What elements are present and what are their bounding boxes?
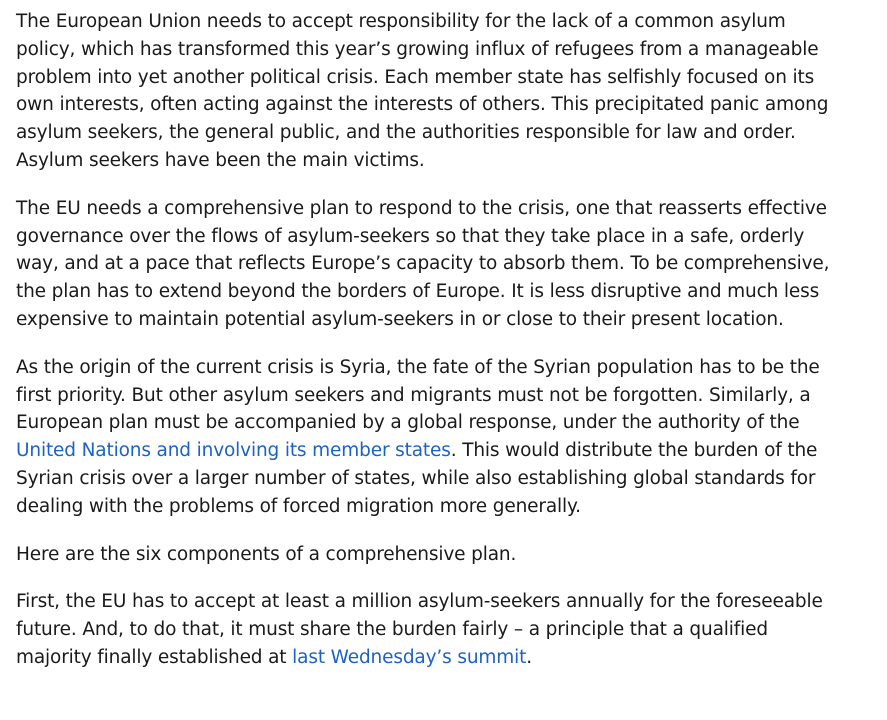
united-nations-link[interactable]: United Nations and involving its member states <box>16 440 451 462</box>
paragraph-4-text: Here are the six components of a comprehensive plan. <box>16 543 517 565</box>
paragraph-3-text-before: As the origin of the current crisis is Syria, the fate of the Syrian population has to be the first priority. But other asylum seekers and migrants must not be forgotten. Similarly, a European plan must be accompanied by a global response, under the authority of the <box>16 356 820 434</box>
paragraph-5 <box>16 588 836 671</box>
paragraph-2 <box>16 195 836 334</box>
paragraph-3-text-after: . This would distribute the burden of the Syrian crisis over a larger number of states, while also establishing global standards for dealing with the problems of forced migration more generally. <box>16 440 818 517</box>
paragraph-3 <box>16 354 836 521</box>
summit-link[interactable]: last Wednesday’s summit <box>292 646 527 668</box>
paragraph-1-text: The European Union needs to accept responsibility for the lack of a common asylum policy, which has transformed this year’s growing influx of refugees from a manageable problem into yet another political crisis. Each member state has selfishly focused on its own interests, often acting against the interests of others. This precipitated panic among asylum seekers, the general public, and the authorities responsible for law and order. Asylum seekers have been the main victims. <box>16 11 829 171</box>
paragraph-5-text-before: First, the EU has to accept at least a million asylum-seekers annually for the foreseeable future. And, to do that, it must share the burden fairly – a principle that a qualified majority finally established at <box>16 591 823 668</box>
paragraph-1 <box>16 8 836 175</box>
paragraph-5-text-after: . <box>526 646 532 668</box>
paragraph-2-text: The EU needs a comprehensive plan to respond to the crisis, one that reasserts effective governance over the flows of asylum-seekers so that they take place in a safe, orderly way, and at a pace that reflects Europe’s capacity to absorb them. To be comprehensive, the plan has to extend beyond the borders of Europe. It is less disruptive and much less expensive to maintain potential asylum-seekers in or close to their present location. <box>16 197 830 330</box>
paragraph-4 <box>16 541 836 569</box>
